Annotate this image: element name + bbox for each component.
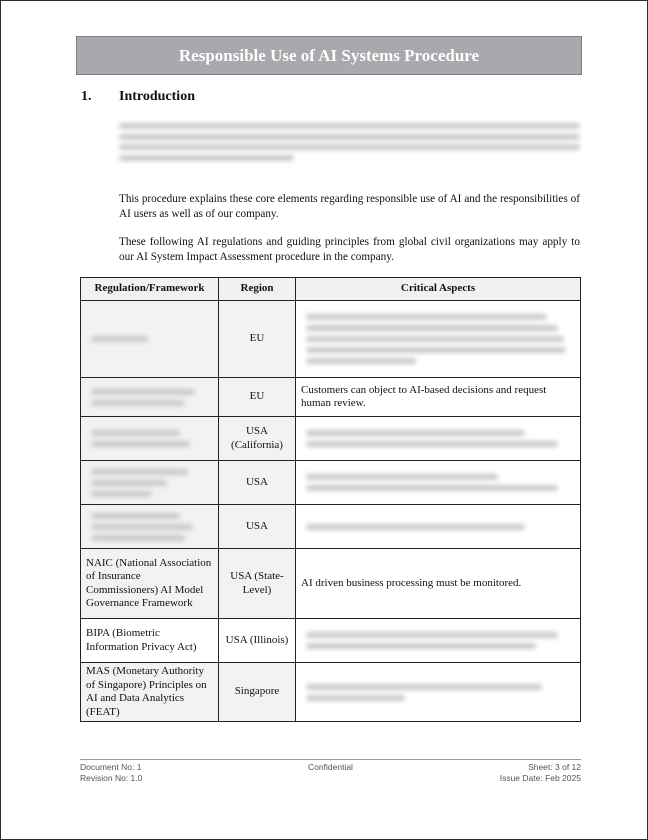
table-row [81,461,581,505]
region-cell: USA [219,461,296,505]
region-cell: USA [219,505,296,549]
sheet-number: Sheet: 3 of 12 [528,762,581,772]
document-number: Document No: 1 [80,762,142,772]
redacted-cell [81,301,219,378]
header-regulation: Regulation/Framework [81,278,219,301]
header-region: Region [219,278,296,301]
table-row [81,663,581,722]
intro-paragraph-3: These following AI regulations and guiding principles from global civil organizations may apply to our AI System Impact Assessment procedure in the company. [119,236,580,263]
redacted-cell [296,619,581,663]
classification-label: Confidential [308,762,353,772]
critical-aspects-cell: AI driven business processing must be monitored. [296,549,581,619]
regulation-cell: MAS (Monetary Authority of Singapore) Principles on AI and Data Analytics (FEAT) [81,663,219,722]
table-header-row [81,278,581,301]
region-cell: EU [219,378,296,417]
section-title: Introduction [119,89,195,104]
table-row [81,619,581,663]
critical-aspects-cell: Customers can object to AI-based decisions and request human review. [296,378,581,417]
table-row [81,549,581,619]
redacted-cell [81,505,219,549]
footer-divider [80,759,581,760]
issue-date: Issue Date: Feb 2025 [499,772,581,783]
regulations-table [80,277,581,722]
region-cell: Singapore [219,663,296,722]
revision-number: Revision No: 1.0 [80,772,143,783]
section-number: 1. [81,89,92,104]
redacted-cell [296,417,581,461]
redacted-cell [296,301,581,378]
section-heading [81,89,195,105]
table-row [81,505,581,549]
redacted-cell [81,417,219,461]
region-cell: USA (California) [219,417,296,461]
header-critical-aspects: Critical Aspects [296,278,581,301]
document-title: Responsible Use of AI Systems Procedure [76,36,582,75]
redacted-cell [81,378,219,417]
redacted-cell [296,505,581,549]
regulation-cell: BIPA (Biometric Information Privacy Act) [81,619,219,663]
table-row [81,417,581,461]
table-row [81,301,581,378]
regulation-cell: NAIC (National Association of Insurance Commissioners) AI Model Governance Framework [81,549,219,619]
redacted-cell [296,663,581,722]
region-cell: EU [219,301,296,378]
region-cell: USA (Illinois) [219,619,296,663]
redacted-cell [296,461,581,505]
redacted-paragraph [119,119,580,165]
region-cell: USA (State-Level) [219,549,296,619]
intro-paragraph-2: This procedure explains these core elements regarding responsible use of AI and the responsibilities of AI users as well as of our company. [119,193,580,220]
redacted-cell [81,461,219,505]
table-row [81,378,581,417]
